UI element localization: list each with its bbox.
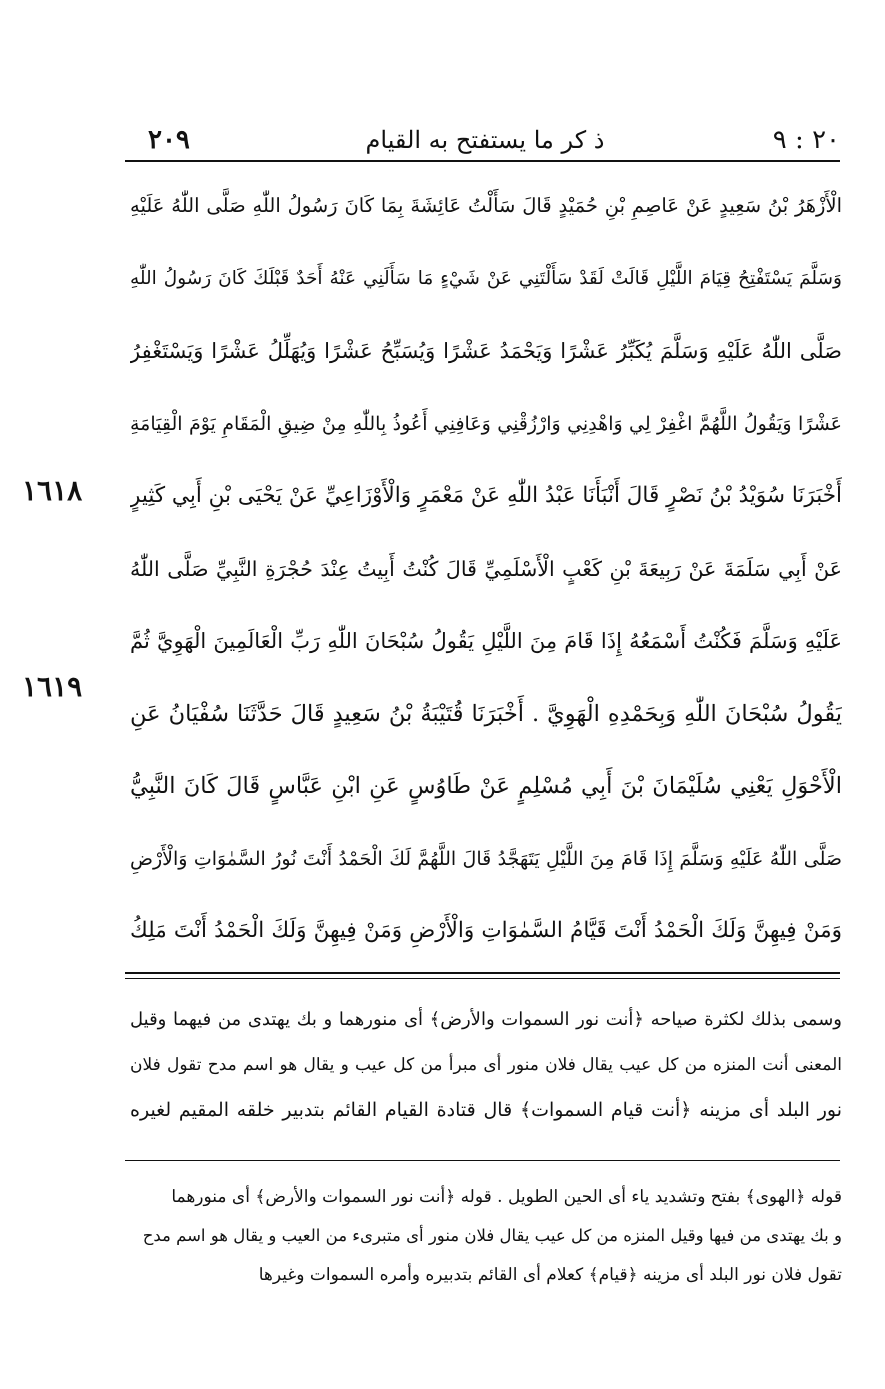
footnote-line: و بك يهتدى من فيها وقيل المنزه من كل عيب يقال فلان منور أى متبرىء من العيب و يقال هو اسم مدح (142, 1226, 842, 1245)
commentary-rule-top (125, 972, 840, 974)
chapter-reference: ٢٠ : ٩ (772, 125, 840, 155)
text-line: عَشْرًا وَيَقُولُ اللَّهُمَّ اغْفِرْ لِي وَاهْدِنِي وَارْزُقْنِي وَعَافِنِي أَعُوذُ بِاللّٰهِ مِنْ ضِيقِ الْمَقَامِ يَوْمَ الْقِيَامَةِ (130, 412, 842, 435)
running-header (130, 120, 840, 160)
footnotes (130, 1178, 842, 1295)
text-line: أَخْبَرَنَا سُوَيْدُ بْنُ نَصْرٍ قَالَ أَنْبَأَنَا عَبْدُ اللّٰهِ عَنْ مَعْمَرٍ وَالْأَوْزَاعِيِّ عَنْ يَحْيَى بْنِ أَبِي كَثِيرٍ (130, 483, 842, 508)
text-line: يَقُولُ سُبْحَانَ اللّٰهِ وَبِحَمْدِهِ الْهَوِيَّ . أَخْبَرَنَا قُتَيْبَةُ بْنُ سَعِيدٍ قَالَ حَدَّثَنَا سُفْيَانُ عَنِ (130, 700, 842, 727)
commentary-rule-bottom (125, 978, 840, 979)
text-line: وَسَلَّمَ يَسْتَفْتِحُ قِيَامَ اللَّيْلِ قَالَتْ لَقَدْ سَأَلْتَنِي عَنْ شَيْءٍ مَا سَأَلَنِي عَنْهُ أَحَدٌ قَبْلَكَ كَانَ رَسُولُ اللّٰهِ (130, 267, 842, 289)
footnote-rule (125, 1160, 840, 1161)
hadith-number: ١٦١٩ (22, 670, 83, 703)
text-line: عَنْ أَبِي سَلَمَةَ عَنْ رَبِيعَةَ بْنِ كَعْبٍ الْأَسْلَمِيِّ قَالَ كُنْتُ أَبِيتُ عِنْدَ حُجْرَةِ النَّبِيِّ صَلَّى اللّٰهُ (130, 556, 842, 581)
footnote-line: قوله ﴿الهوى﴾ بفتح وتشديد ياء أى الحين الطويل . قوله ﴿أنت نور السموات والأرض﴾ أى منورهما (171, 1187, 842, 1207)
text-line: صَلَّى اللّٰهُ عَلَيْهِ وَسَلَّمَ إِذَا قَامَ مِنَ اللَّيْلِ يَتَهَجَّدُ قَالَ اللَّهُمَّ لَكَ الْحَمْدُ أَنْتَ نُورُ السَّمٰوَاتِ وَالْأَرْضِ (130, 847, 842, 870)
main-text (130, 170, 842, 968)
commentary-line: المعنى أنت المنزه من كل عيب يقال فلان منور أى مبرأ من كل عيب و يقال هو اسم مدح تقول فلان (130, 1055, 842, 1075)
text-line: الْأَزْهَرُ بْنُ سَعِيدٍ عَنْ عَاصِمِ بْنِ حُمَيْدٍ قَالَ سَأَلْتُ عَائِشَةَ بِمَا كَانَ رَسُولُ اللّٰهِ صَلَّى اللّٰهُ عَلَيْهِ (130, 194, 842, 217)
text-line: عَلَيْهِ وَسَلَّمَ فَكُنْتُ أَسْمَعُهُ إِذَا قَامَ مِنَ اللَّيْلِ يَقُولُ سُبْحَانَ اللّٰهِ رَبِّ الْعَالَمِينَ الْهَوِيَّ ثُمَّ (130, 629, 842, 653)
footnote-line: تقول فلان نور البلد أى مزينه ﴿قيام﴾ كعلام أى القائم بتدبيره وأمره السموات وغيرها (258, 1265, 842, 1285)
text-line: وَمَنْ فِيهِنَّ وَلَكَ الْحَمْدُ أَنْتَ قَيَّامُ السَّمٰوَاتِ وَالْأَرْضِ وَمَنْ فِيهِنَّ وَلَكَ الْحَمْدُ أَنْتَ مَلِكُ (130, 918, 842, 943)
section-title: ذ كر ما يستفتح به القيام (365, 126, 605, 154)
page-number: ٢٠٩ (148, 125, 190, 155)
commentary-line: نور البلد أى مزينه ﴿أنت قيام السموات﴾ قال قتادة القيام القائم بتدبير خلقه المقيم لغيره (130, 1099, 842, 1121)
header-rule (125, 160, 840, 162)
commentary-line: وسمى بذلك لكثرة صياحه ﴿أنت نور السموات والأرض﴾ أى منورهما و بك يهتدى من فيهما وقيل (130, 1009, 842, 1030)
commentary (130, 998, 842, 1133)
text-line: صَلَّى اللّٰهُ عَلَيْهِ وَسَلَّمَ يُكَبِّرُ عَشْرًا وَيَحْمَدُ عَشْرًا وَيُسَبِّحُ عَشْرًا وَيُهَلِّلُ عَشْرًا وَيَسْتَغْفِرُ (130, 339, 842, 363)
hadith-number: ١٦١٨ (22, 474, 83, 507)
text-line: الْأَحْوَلِ يَعْنِي سُلَيْمَانَ بْنَ أَبِي مُسْلِمٍ عَنْ طَاوُسٍ عَنِ ابْنِ عَبَّاسٍ قَالَ كَانَ النَّبِيُّ (130, 773, 842, 799)
